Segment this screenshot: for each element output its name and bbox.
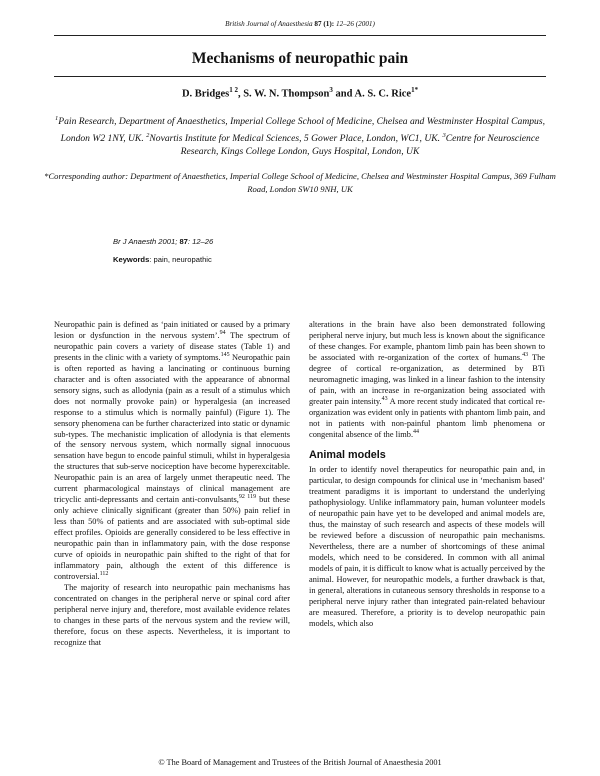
reference-number: 94 <box>219 330 226 337</box>
author-name: S. W. N. Thompson <box>243 88 330 100</box>
affiliation-text: Pain Research, Department of Anaesthetics, Imperial College School of Medicine, Chelsea and Westminster Hospital Campus, London W2 1NY, UK. <box>58 116 545 144</box>
keywords-label: Keywords <box>113 255 150 264</box>
affiliation-text: Centre for Neuroscience Research, Kings College London, Guys Hospital, London, UK <box>180 132 540 158</box>
title-rule <box>54 76 546 77</box>
author-separator: and <box>332 88 355 100</box>
journal-issue: (1): <box>323 20 335 28</box>
author-affil-sup: 3 <box>329 86 333 94</box>
paragraph: The majority of research into neuropathic pain mechanisms has concentrated on changes in the peripheral nerve or spinal cord after peripheral nerve injury and, therefore, most available evidence relates to changes in these parts of the nervous system and the review will, therefore, focus on these aspects. Nevertheless, it is important to recognize that <box>54 582 290 647</box>
header-rule <box>54 35 546 36</box>
author-name: D. Bridges <box>181 88 230 100</box>
paragraph-text: A more recent study indicated that cortical re-organization was evident only in patients with phantom limb pain, and not in patients with non-painful phantom limb phenomena or congenital absence of the limb. <box>309 396 546 439</box>
corresponding-author: *Corresponding author: Department of Anaesthetics, Imperial College School of Medicine, Chelsea and Westminster Hospital Campus, 369 Fulham Road, London SW10 9NH, UK <box>44 171 556 194</box>
affiliations <box>50 112 550 159</box>
paragraph-text: alterations in the brain have also been demonstrated following peripheral nerve injury, but much less is known about the significance of these changes. For example, phantom limb pain has been shown to be associated with re-organization of the cortex of humans. <box>309 320 545 362</box>
paragraph-text: but these only achieve clinically significant (greater than 50%) pain relief in less than 50% of patients and are associated with sub-optimal side effect profiles. Opioids are generally considered to be less effective in neuropathic pain than in inflammatory pain, with the dose response curve of opioids in neuropathic pain shifted to the right of that for inflammatory pain, although the extent of this difference is controversial. <box>54 495 290 581</box>
paragraph: In order to identify novel therapeutics for neuropathic pain and, in particular, to design compounds for clinical use in ‘mechanism based’ treatment paradigms it is important to understand the underlying pathophysiology. Unlike inflammatory pain, human volunteer models of neuropathic pain have yet to be developed and animal models are, thus, the mainstay of such research and aspects of these models will be reviewed before a discussion of neuropathic pain mechanisms. Nevertheless, there are a number of shortcomings of these animal models, which need to be considered. In common with all animal models of pain, it is difficult to know what is actually perceived by the animal. However, for neuropathic models, a further drawback is that, in general, alterations in cutaneous sensory thresholds in response to a peripheral nerve injury rather than integrated pain-related behaviour are measured. Therefore, a priority is to develop neuropathic pain models, which also <box>309 465 545 628</box>
journal-name: British Journal of Anaesthesia <box>225 20 313 28</box>
affil-sup: 2 <box>146 131 150 139</box>
right-column <box>309 320 545 630</box>
paragraph <box>54 320 290 583</box>
affil-sup: 3 <box>442 131 446 139</box>
author-name: A. S. C. Rice <box>354 88 412 100</box>
citation-volume: 87 <box>179 237 188 246</box>
journal-volume: 87 <box>314 20 322 28</box>
affil-sup: 1 <box>55 115 59 122</box>
reference-number: 43 <box>522 352 529 359</box>
reference-number: 112 <box>99 571 109 578</box>
author-affil-sup: 1 2 <box>229 86 238 94</box>
paragraph-text: The degree of cortical re-organization, as determined by BTi neuromagnetic imaging, was linked in a linear fashion to the intensity of pain, with an increase in re-organization being associated with greater pain intensity. <box>309 352 545 406</box>
paragraph-text: The spectrum of neuropathic pain covers a variety of disease states (Table 1) and presents in the clinic with a variety of symptoms. <box>54 330 290 362</box>
reference-number: 145 <box>220 352 230 359</box>
citation-pages: : 12–26 <box>187 237 214 246</box>
keywords-text: : pain, neuropathic <box>149 255 212 264</box>
reference-number: 44 <box>413 428 420 435</box>
author-separator: , <box>237 88 244 100</box>
paragraph <box>309 320 545 440</box>
article-title: Mechanisms of neuropathic pain <box>191 50 409 67</box>
running-head <box>0 20 600 28</box>
section-heading: Animal models <box>309 449 386 462</box>
keywords-line <box>113 255 212 264</box>
author-affil-sup: 1* <box>411 86 419 94</box>
citation-journal: Br J Anaesth 2001; <box>113 237 178 246</box>
reference-number: 92 119 <box>238 494 257 501</box>
paragraph-text: Neuropathic pain is defined as ‘pain initiated or caused by a primary lesion or dysfunction in the nervous system’. <box>54 320 290 340</box>
copyright-footer: © The Board of Management and Trustees of the British Journal of Anaesthesia 2001 <box>158 758 442 767</box>
left-column <box>54 320 290 649</box>
affiliation-text: Novartis Institute for Medical Sciences, 5 Gower Place, London, WC1, UK. <box>149 132 441 144</box>
author-list <box>0 86 600 100</box>
reference-number: 43 <box>381 395 388 402</box>
paragraph-text: Neuropathic pain is often reported as having a lancinating or continuous burning character and is often associated with the appearance of abnormal sensory signs, such as allodynia (pain as a result of a stimulus which does not normally provoke pain) or hyperalgesia (an increased response to a stimulus which is normally painful) (Figure 1). The sensory phenomena can be further characterized into static or dynamic sub-types. The mechanistic implication of allodynia is that elements of the sensory nervous system, which normally signal innocuous sensation have begun to encode painful stimuli, whilst in hyperalgesia the structures that sub-serve nociception have become hyperexcitable. Neuropathic pain is an area of largely unmet therapeutic need. The current pharmacological mainstays of clinical management are tricyclic anti-depressants and certain anti-convulsants, <box>54 352 291 505</box>
journal-pages: 12–26 (2001) <box>335 20 375 28</box>
citation-line <box>113 237 213 246</box>
